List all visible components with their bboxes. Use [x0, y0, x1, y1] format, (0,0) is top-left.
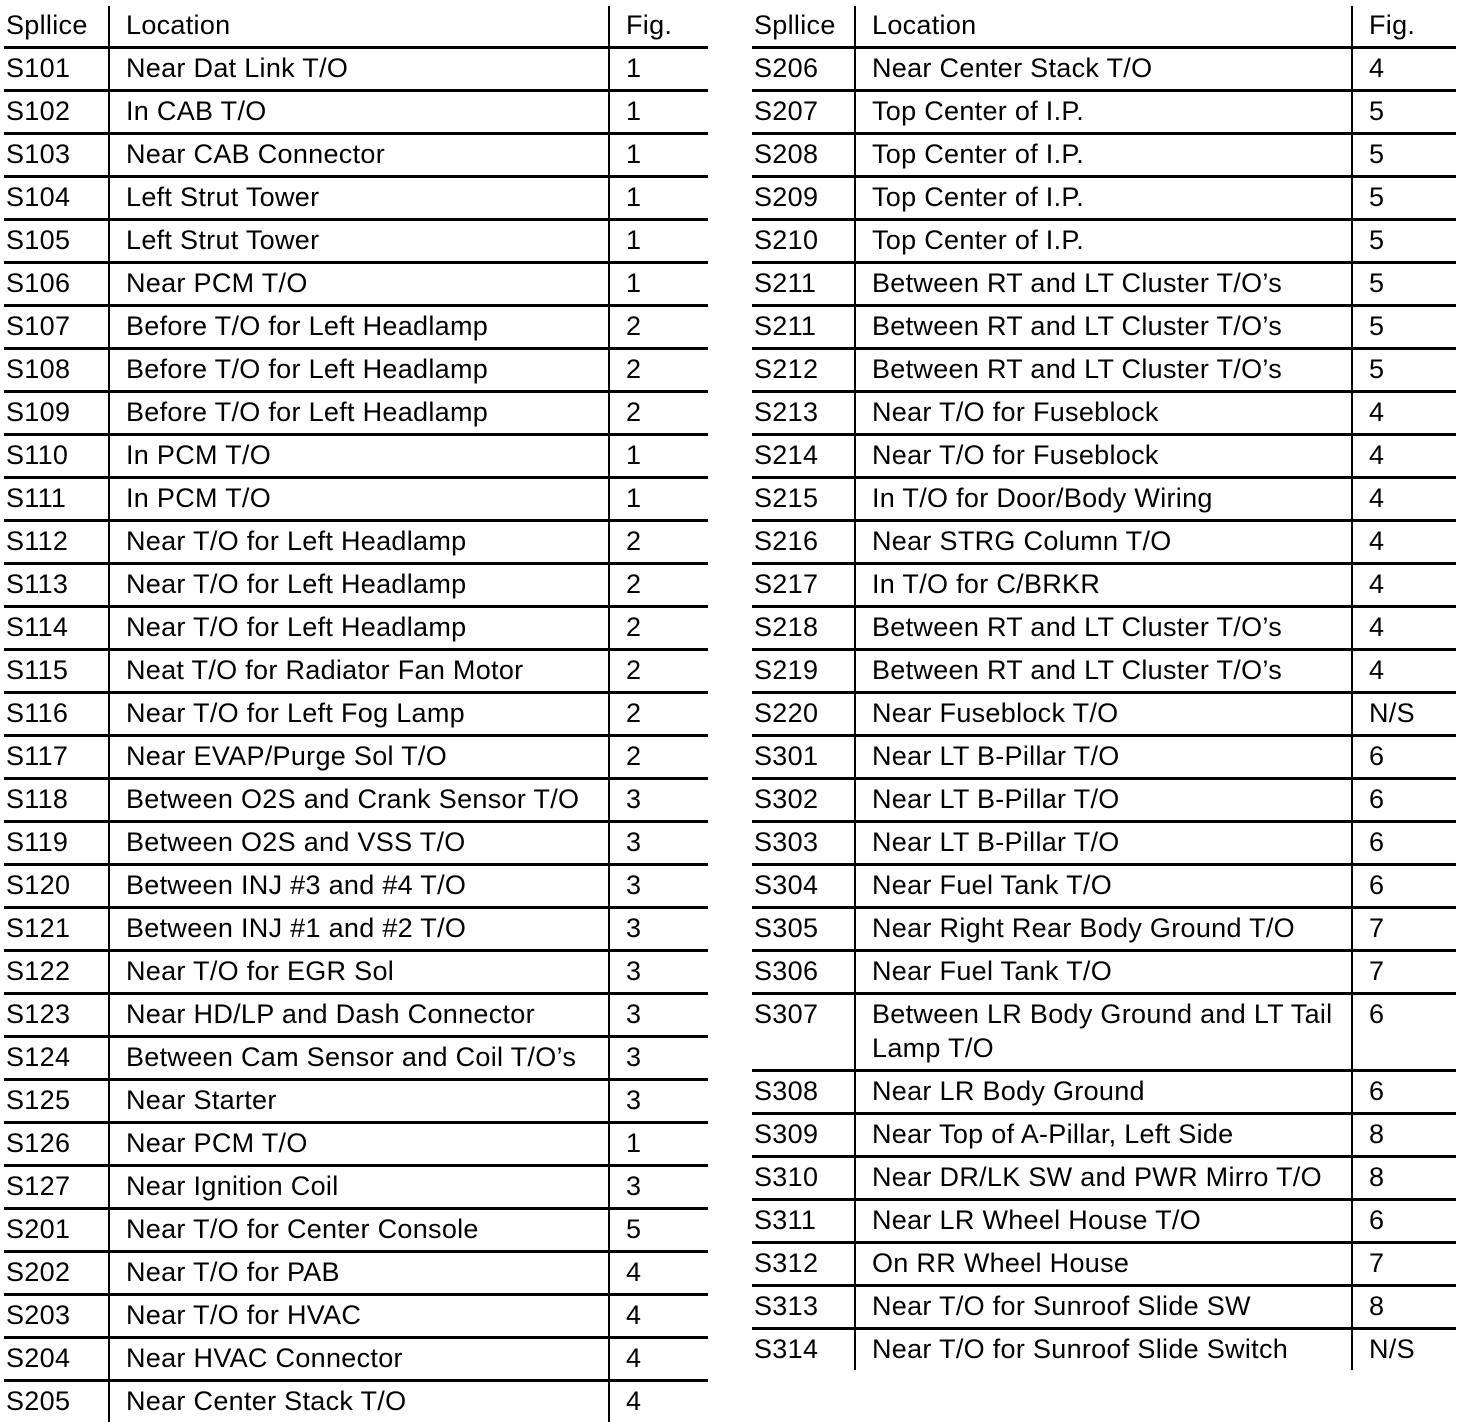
splice-cell: S207: [754, 96, 819, 126]
table-row: [4, 866, 708, 909]
table-row: [752, 307, 1456, 350]
splice-cell: S202: [6, 1257, 71, 1287]
splice-cell: S206: [754, 53, 819, 83]
splice-cell: S314: [754, 1334, 819, 1364]
table-row: [4, 1167, 708, 1210]
location-cell: Near Fuel Tank T/O: [854, 952, 1351, 992]
location-cell: In T/O for Door/Body Wiring: [854, 479, 1351, 519]
table-row: [752, 651, 1456, 694]
fig-cell: 2: [608, 307, 708, 347]
splice-cell: S313: [754, 1291, 819, 1321]
splice-cell: S218: [754, 612, 819, 642]
table-row: [752, 694, 1456, 737]
location-cell: Near Fuel Tank T/O: [854, 866, 1351, 906]
location-cell: Between RT and LT Cluster T/O’s: [854, 608, 1351, 648]
fig-cell: 3: [608, 823, 708, 863]
header-row: [4, 6, 708, 49]
fig-cell: 7: [1351, 909, 1456, 949]
fig-cell: 6: [1351, 1072, 1456, 1112]
table-row: [4, 479, 708, 522]
fig-cell: 2: [608, 651, 708, 691]
fig-cell: 4: [1351, 49, 1456, 89]
table-row: [4, 436, 708, 479]
table-row: [752, 350, 1456, 393]
fig-cell: 3: [608, 1081, 708, 1121]
table-row: [752, 135, 1456, 178]
location-cell: Near T/O for Left Fog Lamp: [108, 694, 608, 734]
table-row: [752, 1201, 1456, 1244]
splice-cell: S109: [6, 397, 71, 427]
location-cell: Before T/O for Left Headlamp: [108, 307, 608, 347]
fig-cell: 4: [608, 1339, 708, 1379]
splice-cell: S102: [6, 96, 71, 126]
splice-cell: S122: [6, 956, 71, 986]
location-cell: In PCM T/O: [108, 436, 608, 476]
fig-cell: 8: [1351, 1115, 1456, 1155]
table-row: [752, 393, 1456, 436]
table-row: [4, 565, 708, 608]
location-cell: On RR Wheel House: [854, 1244, 1351, 1284]
splice-header: Spllice: [6, 10, 88, 40]
fig-cell: 1: [608, 264, 708, 304]
location-cell: Left Strut Tower: [108, 221, 608, 261]
fig-cell: 3: [608, 780, 708, 820]
table-row: [752, 1330, 1456, 1370]
location-cell: Between O2S and Crank Sensor T/O: [108, 780, 608, 820]
table-row: [752, 1244, 1456, 1287]
table-row: [752, 737, 1456, 780]
fig-cell: 4: [608, 1382, 708, 1422]
location-cell: Near Center Stack T/O: [854, 49, 1351, 89]
splice-cell: S208: [754, 139, 819, 169]
location-cell: Near T/O for Sunroof Slide Switch: [854, 1330, 1351, 1370]
fig-cell: 4: [1351, 651, 1456, 691]
table-row: [752, 823, 1456, 866]
location-cell: Top Center of I.P.: [854, 135, 1351, 175]
fig-header: Fig.: [1351, 6, 1456, 46]
table-row: [4, 178, 708, 221]
table-row: [4, 823, 708, 866]
location-cell: Near PCM T/O: [108, 264, 608, 304]
table-row: [4, 952, 708, 995]
location-cell: Between RT and LT Cluster T/O’s: [854, 307, 1351, 347]
fig-cell: 2: [608, 737, 708, 777]
fig-cell: 3: [608, 866, 708, 906]
splice-cell: S209: [754, 182, 819, 212]
fig-cell: 4: [1351, 608, 1456, 648]
fig-cell: 6: [1351, 780, 1456, 820]
table-row: [4, 49, 708, 92]
table-row: [4, 694, 708, 737]
table-row: [752, 221, 1456, 264]
table-row: [4, 1253, 708, 1296]
location-cell: Between RT and LT Cluster T/O’s: [854, 350, 1351, 390]
location-cell: Near Right Rear Body Ground T/O: [854, 909, 1351, 949]
location-cell: Between RT and LT Cluster T/O’s: [854, 651, 1351, 691]
splice-cell: S210: [754, 225, 819, 255]
fig-cell: 3: [608, 952, 708, 992]
table-row: [752, 952, 1456, 995]
table-row: [752, 436, 1456, 479]
splice-cell: S306: [754, 956, 819, 986]
splice-cell: S311: [754, 1205, 817, 1235]
location-cell: Near T/O for Center Console: [108, 1210, 608, 1250]
right-table-body: [752, 49, 1456, 1370]
table-row: [4, 995, 708, 1038]
table-row: [4, 393, 708, 436]
splice-header: Spllice: [754, 10, 836, 40]
splice-cell: S212: [754, 354, 819, 384]
location-cell: Near T/O for Left Headlamp: [108, 565, 608, 605]
splice-cell: S211: [754, 268, 817, 298]
splice-cell: S125: [6, 1085, 71, 1115]
location-cell: Before T/O for Left Headlamp: [108, 393, 608, 433]
location-cell: Near T/O for Left Headlamp: [108, 608, 608, 648]
splice-cell: S111: [6, 483, 67, 513]
splice-cell: S310: [754, 1162, 819, 1192]
table-row: [4, 780, 708, 823]
table-row: [4, 1296, 708, 1339]
fig-cell: 7: [1351, 952, 1456, 992]
location-cell: Between INJ #1 and #2 T/O: [108, 909, 608, 949]
fig-cell: N/S: [1351, 1330, 1456, 1370]
splice-cell: S107: [6, 311, 71, 341]
fig-cell: 1: [608, 178, 708, 218]
splice-cell: S301: [754, 741, 819, 771]
splice-cell: S120: [6, 870, 71, 900]
location-cell: Near Center Stack T/O: [108, 1382, 608, 1422]
header-row: [752, 6, 1456, 49]
fig-cell: 6: [1351, 866, 1456, 906]
splice-cell: S217: [754, 569, 819, 599]
splice-cell: S214: [754, 440, 819, 470]
fig-cell: 5: [1351, 350, 1456, 390]
fig-cell: 1: [608, 92, 708, 132]
splice-cell: S119: [6, 827, 69, 857]
location-cell: Near LR Body Ground: [854, 1072, 1351, 1112]
splice-cell: S305: [754, 913, 819, 943]
splice-cell: S123: [6, 999, 71, 1029]
table-row: [4, 92, 708, 135]
table-row: [752, 49, 1456, 92]
fig-cell: 8: [1351, 1287, 1456, 1327]
splice-cell: S106: [6, 268, 71, 298]
location-cell: Between Cam Sensor and Coil T/O’s: [108, 1038, 608, 1078]
fig-cell: 8: [1351, 1158, 1456, 1198]
table-row: [752, 1115, 1456, 1158]
table-row: [4, 651, 708, 694]
fig-cell: 1: [608, 479, 708, 519]
location-cell: Near HD/LP and Dash Connector: [108, 995, 608, 1035]
splice-cell: S116: [6, 698, 69, 728]
splice-cell: S220: [754, 698, 819, 728]
fig-cell: 1: [608, 436, 708, 476]
fig-cell: 4: [1351, 436, 1456, 476]
table-row: [4, 307, 708, 350]
splice-cell: S216: [754, 526, 819, 556]
splice-cell: S110: [6, 440, 69, 470]
location-cell: In CAB T/O: [108, 92, 608, 132]
location-cell: Near LT B-Pillar T/O: [854, 823, 1351, 863]
splice-cell: S101: [6, 53, 71, 83]
splice-cell: S117: [6, 741, 69, 771]
table-row: [752, 178, 1456, 221]
splice-cell: S114: [6, 612, 69, 642]
location-cell: Near LR Wheel House T/O: [854, 1201, 1351, 1241]
location-cell: Near LT B-Pillar T/O: [854, 780, 1351, 820]
location-cell: Near T/O for EGR Sol: [108, 952, 608, 992]
table-row: [4, 350, 708, 393]
left-splice-table: [4, 6, 708, 1422]
table-row: [4, 608, 708, 651]
fig-cell: 3: [608, 995, 708, 1035]
fig-cell: 4: [1351, 522, 1456, 562]
location-cell: Near T/O for Sunroof Slide SW: [854, 1287, 1351, 1327]
fig-cell: 1: [608, 1124, 708, 1164]
fig-cell: 2: [608, 608, 708, 648]
splice-cell: S308: [754, 1076, 819, 1106]
fig-cell: 2: [608, 522, 708, 562]
fig-cell: 5: [1351, 178, 1456, 218]
fig-cell: 6: [1351, 737, 1456, 777]
location-cell: Top Center of I.P.: [854, 221, 1351, 261]
fig-cell: 6: [1351, 995, 1456, 1069]
table-row: [752, 780, 1456, 823]
fig-cell: 1: [608, 221, 708, 261]
fig-cell: 1: [608, 135, 708, 175]
splice-cell: S127: [6, 1171, 71, 1201]
location-cell: Near Dat Link T/O: [108, 49, 608, 89]
table-row: [752, 1072, 1456, 1115]
splice-cell: S124: [6, 1042, 71, 1072]
table-row: [4, 264, 708, 307]
location-cell: Before T/O for Left Headlamp: [108, 350, 608, 390]
location-cell: Top Center of I.P.: [854, 178, 1351, 218]
splice-cell: S118: [6, 784, 69, 814]
right-splice-table: [752, 6, 1456, 1370]
fig-cell: 7: [1351, 1244, 1456, 1284]
fig-cell: 6: [1351, 1201, 1456, 1241]
table-row: [752, 264, 1456, 307]
location-cell: Near T/O for PAB: [108, 1253, 608, 1293]
splice-cell: S312: [754, 1248, 819, 1278]
location-cell: Neat T/O for Radiator Fan Motor: [108, 651, 608, 691]
fig-cell: 3: [608, 1038, 708, 1078]
location-cell: Near Starter: [108, 1081, 608, 1121]
table-row: [752, 909, 1456, 952]
fig-cell: 2: [608, 350, 708, 390]
table-row: [752, 995, 1456, 1072]
table-row: [752, 479, 1456, 522]
table-row: [4, 1081, 708, 1124]
location-cell: In PCM T/O: [108, 479, 608, 519]
table-row: [4, 1382, 708, 1422]
fig-cell: 5: [1351, 92, 1456, 132]
fig-header: Fig.: [608, 6, 708, 46]
table-row: [752, 608, 1456, 651]
fig-cell: 5: [1351, 307, 1456, 347]
location-cell: Near CAB Connector: [108, 135, 608, 175]
location-cell: Near LT B-Pillar T/O: [854, 737, 1351, 777]
location-cell: Near T/O for HVAC: [108, 1296, 608, 1336]
splice-cell: S302: [754, 784, 819, 814]
location-cell: Near T/O for Left Headlamp: [108, 522, 608, 562]
fig-cell: 4: [1351, 393, 1456, 433]
fig-cell: 2: [608, 565, 708, 605]
splice-cell: S201: [6, 1214, 71, 1244]
table-row: [4, 135, 708, 178]
splice-cell: S103: [6, 139, 71, 169]
splice-cell: S104: [6, 182, 71, 212]
splice-cell: S219: [754, 655, 819, 685]
fig-cell: 3: [608, 1167, 708, 1207]
table-row: [752, 522, 1456, 565]
splice-cell: S213: [754, 397, 819, 427]
splice-cell: S108: [6, 354, 71, 384]
splice-cell: S303: [754, 827, 819, 857]
location-cell: Near Top of A-Pillar, Left Side: [854, 1115, 1351, 1155]
location-cell: Top Center of I.P.: [854, 92, 1351, 132]
table-row: [752, 1158, 1456, 1201]
fig-cell: 5: [1351, 221, 1456, 261]
left-table-body: [4, 49, 708, 1422]
location-cell: Between O2S and VSS T/O: [108, 823, 608, 863]
splice-cell: S115: [6, 655, 69, 685]
splice-cell: S121: [6, 913, 71, 943]
table-row: [4, 221, 708, 264]
location-cell: Near EVAP/Purge Sol T/O: [108, 737, 608, 777]
fig-cell: 5: [608, 1210, 708, 1250]
fig-cell: 5: [1351, 264, 1456, 304]
splice-cell: S304: [754, 870, 819, 900]
location-header: Location: [854, 6, 1351, 46]
splice-cell: S204: [6, 1343, 71, 1373]
table-row: [752, 866, 1456, 909]
splice-cell: S211: [754, 311, 817, 341]
table-row: [4, 909, 708, 952]
table-row: [4, 1339, 708, 1382]
location-header: Location: [108, 6, 608, 46]
fig-cell: N/S: [1351, 694, 1456, 734]
location-cell: In T/O for C/BRKR: [854, 565, 1351, 605]
location-cell: Near Ignition Coil: [108, 1167, 608, 1207]
fig-cell: 5: [1351, 135, 1456, 175]
table-row: [752, 1287, 1456, 1330]
fig-cell: 4: [1351, 565, 1456, 605]
splice-cell: S113: [6, 569, 69, 599]
splice-cell: S307: [754, 999, 819, 1029]
location-cell: Between RT and LT Cluster T/O’s: [854, 264, 1351, 304]
splice-cell: S203: [6, 1300, 71, 1330]
table-row: [4, 1124, 708, 1167]
location-cell: Left Strut Tower: [108, 178, 608, 218]
splice-cell: S105: [6, 225, 71, 255]
fig-cell: 6: [1351, 823, 1456, 863]
location-cell: Near HVAC Connector: [108, 1339, 608, 1379]
fig-cell: 2: [608, 694, 708, 734]
splice-cell: S112: [6, 526, 69, 556]
splice-cell: S215: [754, 483, 819, 513]
table-row: [4, 522, 708, 565]
location-cell: Between LR Body Ground and LT Tail Lamp T/O: [854, 995, 1351, 1069]
fig-cell: 3: [608, 909, 708, 949]
location-cell: Near PCM T/O: [108, 1124, 608, 1164]
fig-cell: 1: [608, 49, 708, 89]
splice-cell: S309: [754, 1119, 819, 1149]
table-row: [752, 92, 1456, 135]
location-cell: Near STRG Column T/O: [854, 522, 1351, 562]
splice-cell: S126: [6, 1128, 71, 1158]
table-row: [4, 1038, 708, 1081]
fig-cell: 4: [608, 1296, 708, 1336]
table-row: [4, 737, 708, 780]
table-row: [752, 565, 1456, 608]
fig-cell: 4: [1351, 479, 1456, 519]
fig-cell: 2: [608, 393, 708, 433]
location-cell: Near T/O for Fuseblock: [854, 436, 1351, 476]
location-cell: Near T/O for Fuseblock: [854, 393, 1351, 433]
splice-cell: S205: [6, 1386, 71, 1416]
location-cell: Near Fuseblock T/O: [854, 694, 1351, 734]
location-cell: Near DR/LK SW and PWR Mirro T/O: [854, 1158, 1351, 1198]
fig-cell: 4: [608, 1253, 708, 1293]
table-row: [4, 1210, 708, 1253]
location-cell: Between INJ #3 and #4 T/O: [108, 866, 608, 906]
